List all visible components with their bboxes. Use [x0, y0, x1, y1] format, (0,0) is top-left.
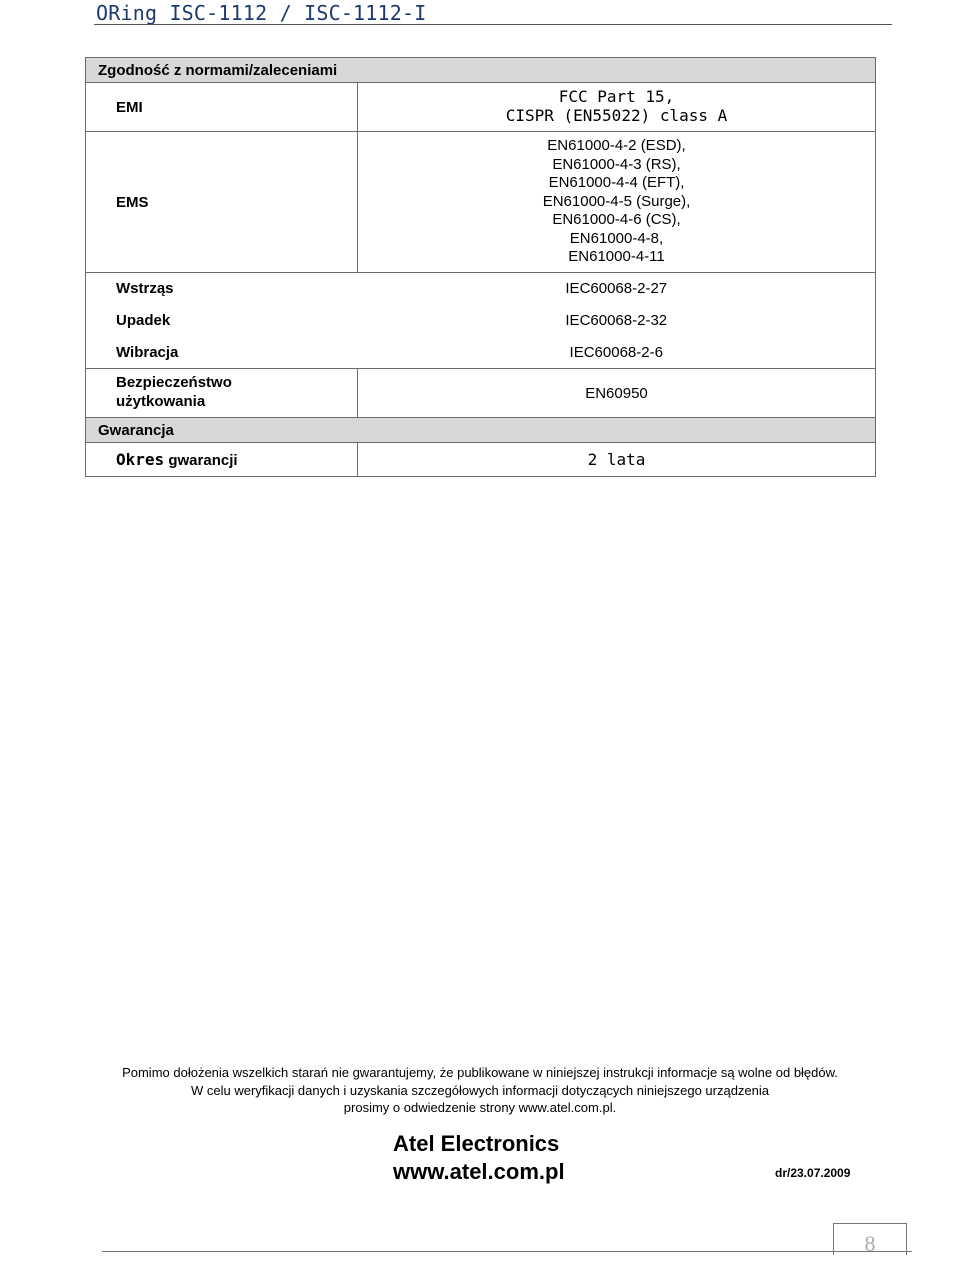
value-drop: IEC60068-2-32 — [358, 305, 876, 337]
section-row-warranty — [86, 418, 876, 443]
value-ems-line-6: EN61000-4-8, — [569, 229, 664, 247]
company-block — [393, 1130, 565, 1186]
label-safety-line-1: Bezpieczeństwo — [116, 374, 232, 392]
value-warranty-period: 2 lata — [358, 443, 876, 477]
disclaimer-line-2: W celu weryfikacji danych i uzyskania szczegółowych informacji dotyczących niniejszego urządzenia — [190, 1082, 770, 1098]
value-shock: IEC60068-2-27 — [358, 273, 876, 305]
table-row-emi — [86, 83, 876, 132]
table-row-shock — [86, 273, 876, 305]
value-emi — [358, 83, 876, 132]
value-emi-line-2: CISPR (EN55022) class A — [505, 106, 728, 125]
value-ems-line-7: EN61000-4-11 — [568, 248, 665, 266]
label-vibration: Wibracja — [86, 337, 358, 369]
label-emi: EMI — [86, 83, 358, 132]
document-date-reference: dr/23.07.2009 — [775, 1166, 851, 1180]
label-safety — [86, 369, 358, 418]
value-ems-line-5: EN61000-4-6 (CS), — [552, 211, 681, 229]
table-row-ems — [86, 132, 876, 273]
table-row-safety — [86, 369, 876, 418]
value-ems-line-4: EN61000-4-5 (Surge), — [542, 192, 691, 210]
disclaimer-line-1: Pomimo dołożenia wszelkich starań nie gwarantujemy, że publikowane w niniejszej instrukcji informacje są wolne od błędów. — [122, 1065, 838, 1080]
value-emi-line-1: FCC Part 15, — [558, 87, 675, 107]
document-header-title: ORing ISC-1112 / ISC-1112-I — [96, 1, 427, 25]
value-ems — [358, 132, 876, 273]
section-row-standards — [86, 58, 876, 83]
table-row-warranty-period — [86, 443, 876, 477]
label-shock: Wstrząs — [86, 273, 358, 305]
company-url: www.atel.com.pl — [393, 1159, 565, 1184]
header-divider — [94, 24, 892, 25]
label-warranty-period — [86, 443, 358, 477]
label-ems: EMS — [86, 132, 358, 273]
value-safety: EN60950 — [358, 369, 876, 418]
label-warranty-prefix: Okres — [116, 450, 165, 469]
section-title-standards: Zgodność z normami/zaleceniami — [86, 58, 876, 83]
table-row-vibration — [86, 337, 876, 369]
value-vibration: IEC60068-2-6 — [358, 337, 876, 369]
company-name: Atel Electronics — [393, 1131, 560, 1156]
specification-table — [85, 57, 876, 477]
label-drop: Upadek — [86, 305, 358, 337]
disclaimer-line-3: prosimy o odwiedzenie strony www.atel.com.pl. — [343, 1100, 617, 1115]
value-ems-line-1: EN61000-4-2 (ESD), — [547, 136, 686, 154]
footer-divider — [102, 1251, 912, 1252]
value-ems-line-2: EN61000-4-3 (RS), — [552, 155, 681, 173]
label-warranty-suffix: gwarancji — [164, 452, 238, 469]
footer-disclaimer — [80, 1064, 880, 1117]
value-ems-line-3: EN61000-4-4 (EFT), — [548, 174, 685, 192]
label-safety-line-2: użytkowania — [116, 393, 206, 410]
table-row-drop — [86, 305, 876, 337]
page-number: 8 — [833, 1223, 907, 1255]
section-title-warranty: Gwarancja — [86, 418, 876, 443]
